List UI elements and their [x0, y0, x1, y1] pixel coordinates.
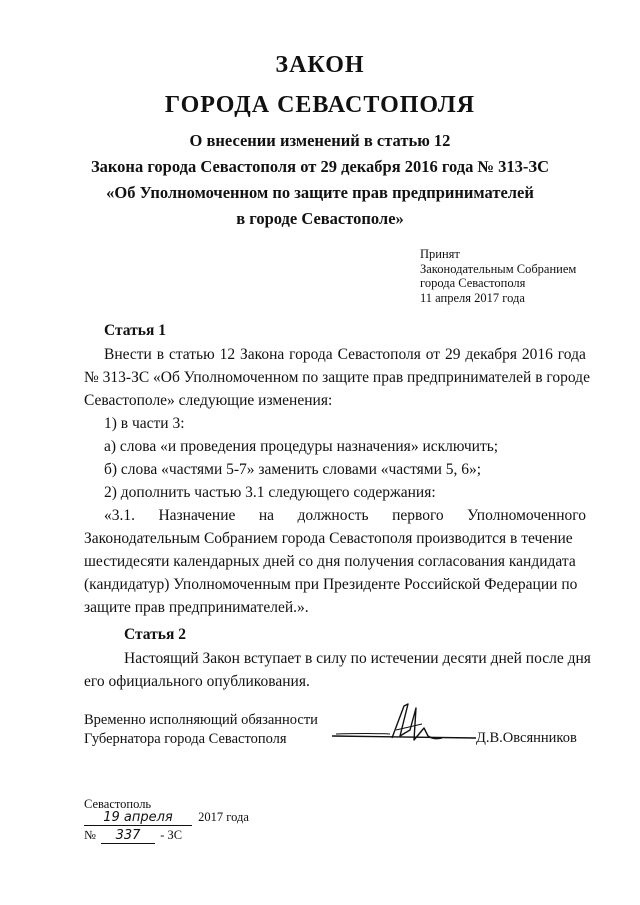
- acceptance-line: города Севастополя: [420, 276, 526, 290]
- word: статью: [168, 346, 215, 363]
- word: 29: [444, 346, 461, 363]
- footer-city: Севастополь: [84, 797, 152, 811]
- word: Назначение: [158, 507, 236, 524]
- word: города: [289, 346, 333, 363]
- subtitle-line: Закона города Севастополя от 29 декабря 2016 года № 313-ЗС: [90, 157, 550, 176]
- footer-date-handwritten: 19 апреля: [84, 810, 192, 826]
- article1-intro-line3: Севастополе» следующие изменения:: [84, 392, 333, 409]
- word: на: [258, 507, 275, 524]
- word: от: [425, 346, 441, 363]
- quote-line2: Законодательным Собранием города Севастополя производится в течение: [84, 530, 573, 547]
- acceptance-block: [420, 247, 576, 305]
- footer-number-suffix: - ЗС: [160, 828, 183, 842]
- word: 12: [219, 346, 236, 363]
- quote-line4: (кандидатур) Уполномоченным при Президенте Российской Федерации по: [84, 576, 578, 593]
- doc-title-city: ГОРОДА СЕВАСТОПОЛЯ: [164, 92, 476, 118]
- article1-heading: Статья 1: [104, 322, 166, 339]
- word: 2016: [521, 346, 553, 363]
- doc-title: ЗАКОН: [275, 52, 365, 78]
- signatory-name: Д.В.Овсянников: [476, 730, 577, 746]
- footer-year: 2017 года: [198, 810, 249, 824]
- article1-item2: 2) дополнить частью 3.1 следующего содержания:: [104, 484, 436, 501]
- footer-date-row: [84, 810, 249, 826]
- word: «3.1.: [104, 507, 135, 524]
- footer-number-row: [84, 828, 182, 844]
- signatory-position: [84, 711, 318, 749]
- word: года: [557, 346, 586, 363]
- word: Севастополя: [337, 346, 421, 363]
- article1-item1a: а) слова «и проведения процедуры назначения» исключить;: [104, 438, 499, 455]
- acceptance-date: 11 апреля 2017 года: [420, 290, 525, 305]
- article1-intro-line2: № 313-ЗС «Об Уполномоченном по защите прав предпринимателей в городе: [84, 369, 590, 386]
- article1-item1b: б) слова «частями 5-7» заменить словами «частями 5, 6»;: [104, 461, 482, 478]
- quote-line5: защите прав предпринимателей.».: [84, 599, 309, 616]
- acceptance-line: Законодательным Собранием: [420, 261, 577, 276]
- acceptance-line: Принят: [420, 247, 460, 261]
- signatory-position-line: Временно исполняющий обязанности: [84, 712, 318, 728]
- word: Закона: [239, 346, 285, 363]
- word: должность: [297, 507, 369, 524]
- subtitle-line: в городе Севастополе»: [236, 209, 404, 228]
- footer-number-prefix: №: [84, 828, 96, 842]
- word: в: [156, 346, 165, 363]
- subtitle-line: О внесении изменений в статью 12: [189, 131, 451, 150]
- word: Внести: [104, 346, 152, 363]
- word: декабря: [465, 346, 518, 363]
- word: Уполномоченного: [467, 507, 586, 524]
- handwritten-signature: [330, 700, 480, 750]
- article2-line1: Настоящий Закон вступает в силу по истечении десяти дней после дня: [124, 650, 591, 667]
- quote-line3: шестидесяти календарных дней со дня получения согласования кандидата: [84, 553, 576, 570]
- article1-intro-line1: [104, 346, 586, 364]
- footer-number-handwritten: 337: [101, 828, 155, 844]
- article1-item1: 1) в части 3:: [104, 415, 185, 432]
- subtitle-line: «Об Уполномоченном по защите прав предпринимателей: [106, 183, 534, 202]
- word: первого: [392, 507, 444, 524]
- signatory-position-line: Губернатора города Севастополя: [84, 731, 287, 747]
- article2-line2: его официального опубликования.: [84, 673, 310, 690]
- article2-heading: Статья 2: [124, 626, 186, 643]
- quote-line1: [104, 507, 586, 525]
